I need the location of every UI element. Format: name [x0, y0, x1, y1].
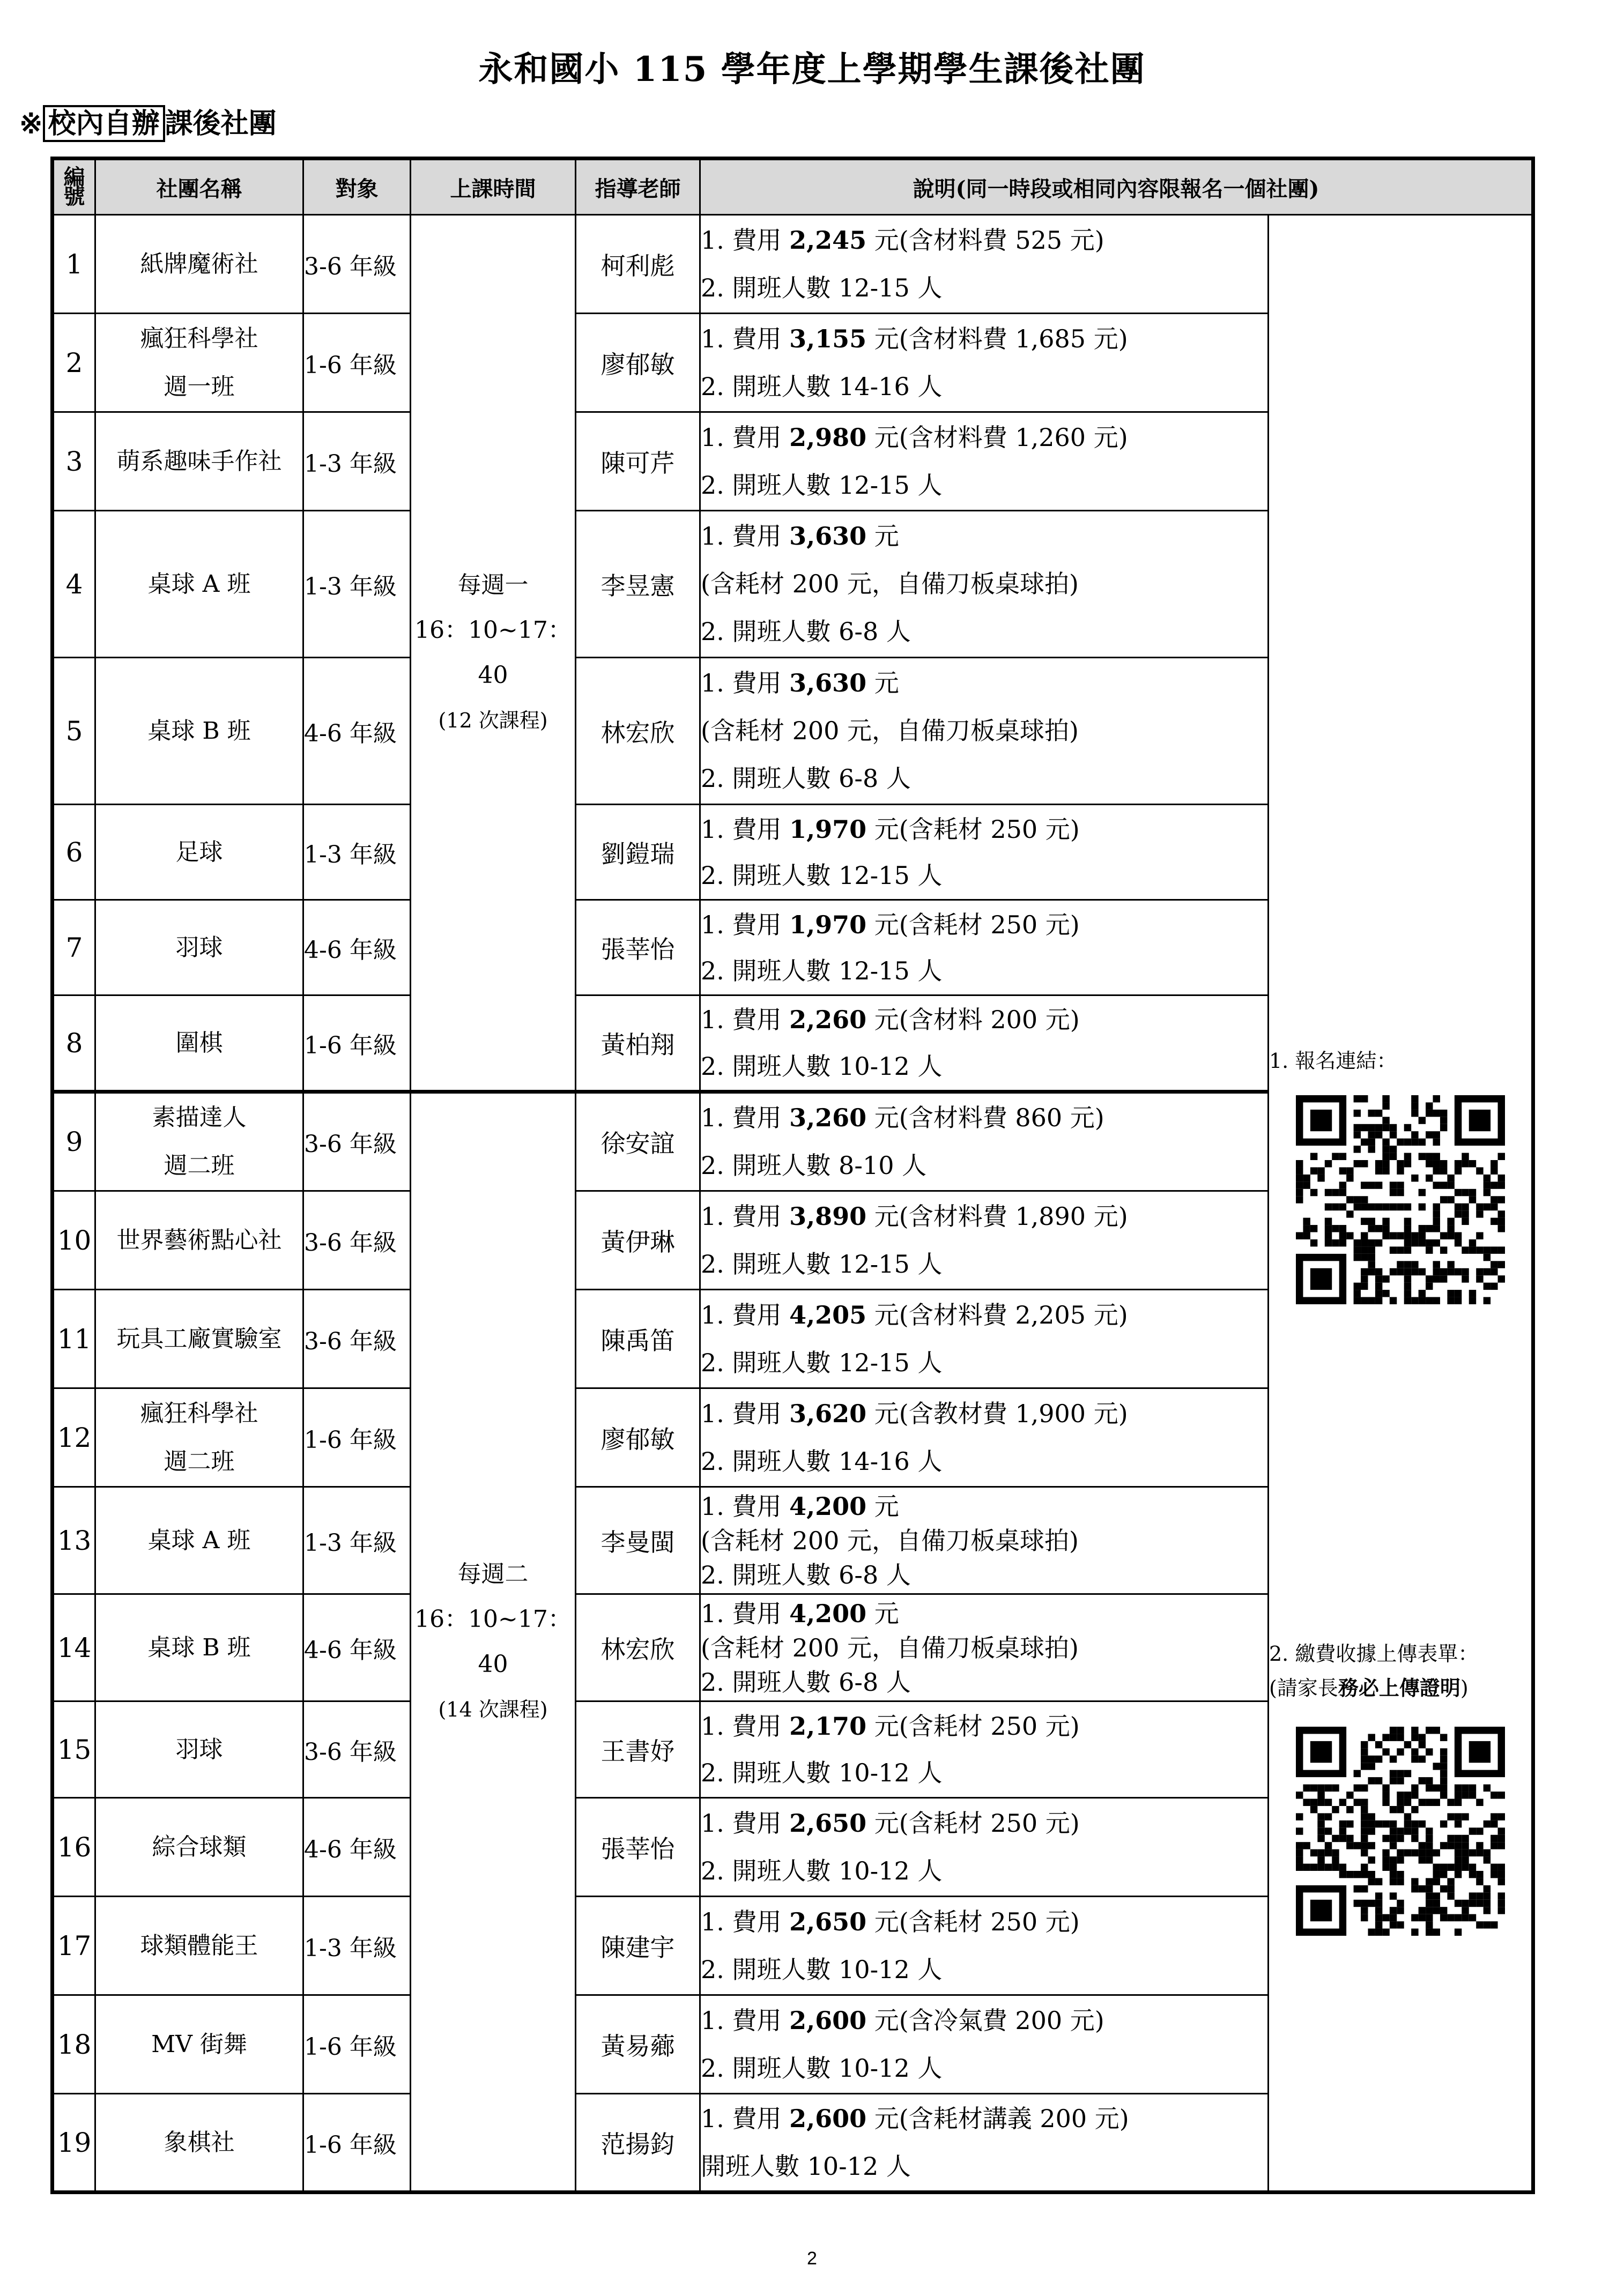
club-description — [700, 1701, 1269, 1798]
teacher-name: 陳可芹 — [576, 412, 700, 511]
club-description — [700, 900, 1269, 995]
description-text: 2. 開班人數 6-8 人 — [701, 1560, 911, 1589]
table-row — [53, 215, 1533, 314]
description-text: 2. 開班人數 10-12 人 — [701, 1051, 943, 1081]
description-text: 元(含材料費 860 元) — [866, 1103, 1104, 1132]
description-line — [701, 217, 1267, 264]
teacher-name: 林宏欣 — [576, 658, 700, 805]
description-text: 2. 開班人數 12-15 人 — [701, 1348, 943, 1377]
header-num-line1: 編 — [63, 165, 85, 190]
grade-range: 4-6 年級 — [303, 658, 411, 805]
description-text: 1. 費用 — [701, 1103, 790, 1132]
description-text: 2. 開班人數 10-12 人 — [701, 1758, 943, 1787]
description-text: 2. 開班人數 14-16 人 — [701, 1446, 943, 1476]
grade-range: 4-6 年級 — [303, 1594, 411, 1701]
header-desc: 說明(同一時段或相同內容限報名一個社團) — [700, 159, 1533, 215]
description-text: 2. 開班人數 12-15 人 — [701, 273, 943, 302]
grade-range: 1-3 年級 — [303, 511, 411, 658]
grade-range: 1-6 年級 — [303, 995, 411, 1092]
club-name — [95, 1701, 303, 1798]
teacher-name: 王書妤 — [576, 1701, 700, 1798]
row-number: 14 — [53, 1594, 95, 1701]
description-line — [701, 462, 1267, 509]
club-description — [700, 805, 1269, 900]
description-text: 1. 費用 — [701, 1711, 790, 1741]
club-name — [95, 995, 303, 1092]
grade-range: 1-6 年級 — [303, 2094, 411, 2193]
description-line — [701, 1339, 1267, 1387]
club-name — [95, 2094, 303, 2193]
row-number: 4 — [53, 511, 95, 658]
row-number: 5 — [53, 658, 95, 805]
description-text: 1. 費用 — [701, 1201, 790, 1231]
upload-note-text: ) — [1460, 1676, 1469, 1700]
table-header-row — [53, 159, 1533, 215]
club-name — [95, 1388, 303, 1487]
club-name-line: 週一班 — [164, 373, 235, 400]
registration-side-panel — [1269, 215, 1533, 2193]
description-text: 元(含耗材 250 元) — [866, 1711, 1080, 1741]
fee-amount: 2,650 — [789, 1808, 867, 1838]
teacher-name: 廖郁敏 — [576, 314, 700, 412]
description-text: 1. 費用 — [701, 324, 790, 353]
club-name — [95, 412, 303, 511]
club-name — [95, 1897, 303, 1995]
description-line — [701, 1142, 1267, 1190]
club-name-line: 週二班 — [164, 1447, 235, 1475]
description-text: 1. 費用 — [701, 1005, 790, 1034]
registration-link-block — [1269, 1044, 1531, 1304]
description-line — [701, 414, 1267, 462]
qr-code-icon[interactable] — [1296, 1727, 1505, 1936]
qr-code-icon[interactable] — [1296, 1095, 1505, 1304]
description-text: 1. 費用 — [701, 1399, 790, 1428]
description-line — [701, 1898, 1267, 1946]
fee-amount: 2,600 — [789, 2005, 867, 2035]
club-name-line: 瘋狂科學社 — [140, 1399, 258, 1427]
fee-amount: 2,260 — [789, 1005, 867, 1034]
club-description — [700, 2094, 1269, 2193]
club-name — [95, 805, 303, 900]
club-description — [700, 1594, 1269, 1701]
club-description — [700, 1388, 1269, 1487]
description-line — [701, 1750, 1267, 1796]
description-line — [701, 1596, 1267, 1631]
grade-range: 3-6 年級 — [303, 1092, 411, 1191]
grade-range: 1-6 年級 — [303, 314, 411, 412]
description-line — [701, 755, 1267, 803]
description-text: 1. 費用 — [701, 2104, 790, 2133]
description-text: 開班人數 10-12 人 — [701, 2151, 911, 2181]
row-number: 19 — [53, 2094, 95, 2193]
description-line — [701, 806, 1267, 852]
description-text: 1. 費用 — [701, 814, 790, 844]
row-number: 16 — [53, 1798, 95, 1897]
teacher-name: 黃伊琳 — [576, 1191, 700, 1290]
description-text: 2. 開班人數 12-15 人 — [701, 860, 943, 890]
grade-range: 1-3 年級 — [303, 412, 411, 511]
description-line — [701, 1665, 1267, 1699]
header-name: 社團名稱 — [95, 159, 303, 215]
club-description — [700, 1995, 1269, 2094]
club-name-line: 圍棋 — [175, 1029, 223, 1057]
club-name-line: 瘋狂科學社 — [140, 324, 258, 352]
upload-note-emphasis: 務必上傳證明 — [1338, 1675, 1460, 1700]
table-body — [53, 215, 1533, 2193]
description-line — [701, 608, 1267, 656]
description-text: 2. 開班人數 6-8 人 — [701, 617, 911, 646]
description-line — [701, 264, 1267, 312]
row-number: 6 — [53, 805, 95, 900]
header-time: 上課時間 — [411, 159, 576, 215]
description-text: 元(含材料費 525 元) — [866, 225, 1104, 255]
club-name-line: 週二班 — [164, 1152, 235, 1179]
grade-range: 1-3 年級 — [303, 1897, 411, 1995]
description-line — [701, 1631, 1267, 1665]
description-line — [701, 1240, 1267, 1288]
club-description — [700, 314, 1269, 412]
description-line — [701, 1094, 1267, 1142]
club-name-line: 桌球 B 班 — [147, 1633, 251, 1661]
reference-mark: ※ — [19, 107, 43, 140]
upload-form-note — [1269, 1671, 1531, 1705]
description-text: 1. 費用 — [701, 2005, 790, 2035]
grade-range: 1-3 年級 — [303, 805, 411, 900]
fee-amount: 4,205 — [789, 1300, 867, 1329]
description-text: 1. 費用 — [701, 422, 790, 452]
club-name — [95, 1995, 303, 2094]
description-text: (含耗材 200 元，自備刀板桌球拍) — [701, 1526, 1079, 1555]
description-line — [701, 852, 1267, 898]
description-text: 2. 開班人數 6-8 人 — [701, 1667, 911, 1697]
description-text: 2. 開班人數 12-15 人 — [701, 470, 943, 500]
teacher-name: 徐安誼 — [576, 1092, 700, 1191]
page-title: 永和國小 115 學年度上學期學生課後社團 — [478, 49, 1146, 90]
description-line — [701, 1800, 1267, 1847]
description-text: 1. 費用 — [701, 1599, 790, 1628]
club-name-line: 羽球 — [175, 933, 223, 961]
description-line — [701, 1390, 1267, 1438]
row-number: 3 — [53, 412, 95, 511]
description-text: 1. 費用 — [701, 668, 790, 697]
description-line — [701, 1291, 1267, 1339]
time-slot-count: (12 次課程) — [438, 708, 548, 732]
subtitle-boxed-text: 校內自辦 — [43, 105, 165, 142]
description-text: 2. 開班人數 6-8 人 — [701, 764, 911, 793]
grade-range: 3-6 年級 — [303, 1290, 411, 1388]
description-text: 1. 費用 — [701, 225, 790, 255]
club-name-line: MV 街舞 — [151, 2030, 247, 2058]
fee-amount: 1,970 — [789, 814, 867, 844]
club-name-line: 羽球 — [175, 1735, 223, 1763]
teacher-name: 黃易薌 — [576, 1995, 700, 2094]
club-description — [700, 215, 1269, 314]
fee-amount: 2,600 — [789, 2104, 867, 2133]
time-slot-hours: 16：10~17：40 — [414, 1606, 572, 1678]
club-name — [95, 215, 303, 314]
club-description — [700, 1092, 1269, 1191]
teacher-name: 黃柏翔 — [576, 995, 700, 1092]
club-description — [700, 412, 1269, 511]
grade-range: 1-6 年級 — [303, 1995, 411, 2094]
description-line — [701, 560, 1267, 608]
description-text: 元(含教材費 1,900 元) — [866, 1399, 1128, 1428]
description-text: 元(含耗材 250 元) — [866, 814, 1080, 844]
fee-amount: 3,630 — [789, 668, 867, 697]
description-text: 元(含耗材講義 200 元) — [866, 2104, 1129, 2133]
club-name-line: 世界藝術點心社 — [116, 1226, 282, 1254]
grade-range: 3-6 年級 — [303, 1701, 411, 1798]
club-name — [95, 1798, 303, 1897]
club-name — [95, 658, 303, 805]
description-text: (含耗材 200 元，自備刀板桌球拍) — [701, 716, 1079, 745]
description-text: 2. 開班人數 10-12 人 — [701, 1955, 943, 1984]
description-line — [701, 1438, 1267, 1485]
row-number: 7 — [53, 900, 95, 995]
club-name — [95, 314, 303, 412]
club-name-line: 萌系趣味手作社 — [116, 447, 282, 475]
club-name — [95, 1191, 303, 1290]
description-line — [701, 1524, 1267, 1558]
time-slot-tuesday — [411, 1092, 576, 2193]
fee-amount: 2,170 — [789, 1711, 867, 1741]
description-text: (含耗材 200 元，自備刀板桌球拍) — [701, 1633, 1079, 1662]
description-text: 2. 開班人數 12-15 人 — [701, 1249, 943, 1279]
teacher-name: 陳建宇 — [576, 1897, 700, 1995]
description-text: 元 — [866, 1599, 899, 1628]
club-name-line: 桌球 A 班 — [147, 1526, 251, 1554]
description-line — [701, 659, 1267, 707]
time-slot-monday — [411, 215, 576, 1092]
description-line — [701, 1489, 1267, 1524]
club-name — [95, 1092, 303, 1191]
description-line — [701, 1703, 1267, 1750]
description-text: 元 — [866, 668, 899, 697]
club-name — [95, 1594, 303, 1701]
description-text: 2. 開班人數 14-16 人 — [701, 371, 943, 401]
club-name-line: 象棋社 — [164, 2128, 235, 2156]
row-number: 10 — [53, 1191, 95, 1290]
club-name — [95, 900, 303, 995]
row-number: 18 — [53, 1995, 95, 2094]
row-number: 1 — [53, 215, 95, 314]
club-table — [50, 157, 1535, 2194]
description-line — [701, 1946, 1267, 1994]
fee-amount: 3,890 — [789, 1201, 867, 1231]
teacher-name: 廖郁敏 — [576, 1388, 700, 1487]
club-description — [700, 1897, 1269, 1995]
description-text: 1. 費用 — [701, 1808, 790, 1838]
description-line — [701, 1043, 1267, 1090]
club-description — [700, 1487, 1269, 1594]
description-line — [701, 315, 1267, 363]
fee-amount: 3,630 — [789, 522, 867, 551]
grade-range: 1-6 年級 — [303, 1388, 411, 1487]
fee-amount: 4,200 — [789, 1491, 867, 1521]
description-text: 1. 費用 — [701, 1907, 790, 1936]
club-name — [95, 1487, 303, 1594]
time-slot-hours: 16：10~17：40 — [414, 616, 572, 689]
description-text: 元(含材料 200 元) — [866, 1005, 1080, 1034]
description-line — [701, 902, 1267, 948]
grade-range: 4-6 年級 — [303, 900, 411, 995]
description-line — [701, 512, 1267, 560]
description-text: 元(含冷氣費 200 元) — [866, 2005, 1104, 2035]
grade-range: 4-6 年級 — [303, 1798, 411, 1897]
description-line — [701, 1193, 1267, 1240]
header-num — [53, 159, 95, 215]
club-description — [700, 658, 1269, 805]
row-number: 12 — [53, 1388, 95, 1487]
description-line — [701, 1847, 1267, 1895]
description-line — [701, 1558, 1267, 1592]
description-text: 元(含耗材 250 元) — [866, 1907, 1080, 1936]
description-line — [701, 997, 1267, 1043]
description-text: 元(含材料費 1,890 元) — [866, 1201, 1128, 1231]
teacher-name: 林宏欣 — [576, 1594, 700, 1701]
club-name-line: 足球 — [175, 838, 223, 866]
teacher-name: 范揚鈞 — [576, 2094, 700, 2193]
row-number: 13 — [53, 1487, 95, 1594]
club-description — [700, 511, 1269, 658]
row-number: 17 — [53, 1897, 95, 1995]
club-description — [700, 1290, 1269, 1388]
club-description — [700, 1798, 1269, 1897]
header-num-line2: 號 — [63, 184, 85, 209]
fee-amount: 1,970 — [789, 910, 867, 939]
page-number: 2 — [807, 2248, 817, 2269]
description-line — [701, 2143, 1267, 2190]
description-text: 1. 費用 — [701, 522, 790, 551]
description-text: 元 — [866, 522, 899, 551]
description-line — [701, 363, 1267, 411]
upload-form-label: 2. 繳費收據上傳表單： — [1269, 1641, 1479, 1666]
time-slot-count: (14 次課程) — [438, 1698, 548, 1721]
club-name-line: 玩具工廠實驗室 — [116, 1325, 282, 1353]
club-description — [700, 1191, 1269, 1290]
description-line — [701, 1997, 1267, 2045]
club-name-line: 桌球 B 班 — [147, 717, 251, 745]
registration-link-label: 1. 報名連結： — [1269, 1049, 1397, 1073]
description-text: 元(含耗材 250 元) — [866, 1808, 1080, 1838]
row-number: 2 — [53, 314, 95, 412]
grade-range: 3-6 年級 — [303, 1191, 411, 1290]
teacher-name: 陳禹笛 — [576, 1290, 700, 1388]
description-text: 元(含材料費 1,685 元) — [866, 324, 1128, 353]
fee-amount: 2,650 — [789, 1907, 867, 1936]
row-number: 15 — [53, 1701, 95, 1798]
description-line — [701, 948, 1267, 994]
description-text: 元(含材料費 2,205 元) — [866, 1300, 1128, 1329]
fee-amount: 3,260 — [789, 1103, 867, 1132]
club-name-line: 球類體能王 — [140, 1931, 258, 1959]
time-slot-day: 每週一 — [457, 571, 529, 599]
section-subtitle — [19, 101, 277, 141]
teacher-name: 柯利彪 — [576, 215, 700, 314]
time-slot-day: 每週二 — [457, 1561, 529, 1588]
club-name — [95, 511, 303, 658]
description-text: 元 — [866, 1491, 899, 1521]
teacher-name: 張莘怡 — [576, 1798, 700, 1897]
club-name-line: 綜合球類 — [152, 1833, 247, 1861]
description-text: 2. 開班人數 10-12 人 — [701, 2053, 943, 2083]
description-text: 1. 費用 — [701, 910, 790, 939]
club-name-line: 紙牌魔術社 — [140, 250, 258, 278]
upload-note-text: (請家長 — [1269, 1676, 1338, 1700]
description-text: 元(含材料費 1,260 元) — [866, 422, 1128, 452]
subtitle-text: 課後社團 — [165, 107, 277, 140]
row-number: 9 — [53, 1092, 95, 1191]
fee-amount: 2,980 — [789, 422, 867, 452]
description-text: (含耗材 200 元，自備刀板桌球拍) — [701, 569, 1079, 598]
upload-form-block — [1269, 1637, 1531, 1936]
row-number: 8 — [53, 995, 95, 1092]
grade-range: 1-3 年級 — [303, 1487, 411, 1594]
description-text: 2. 開班人數 10-12 人 — [701, 1856, 943, 1885]
header-grade: 對象 — [303, 159, 411, 215]
fee-amount: 3,620 — [789, 1399, 867, 1428]
fee-amount: 3,155 — [789, 324, 867, 353]
teacher-name: 劉鎧瑞 — [576, 805, 700, 900]
description-line — [701, 707, 1267, 755]
club-description — [700, 995, 1269, 1092]
grade-range: 3-6 年級 — [303, 215, 411, 314]
club-name-line: 桌球 A 班 — [147, 570, 251, 598]
fee-amount: 4,200 — [789, 1599, 867, 1628]
teacher-name: 李曼閩 — [576, 1487, 700, 1594]
fee-amount: 2,245 — [789, 225, 867, 255]
row-number: 11 — [53, 1290, 95, 1388]
description-text: 元(含耗材 250 元) — [866, 910, 1080, 939]
header-teacher: 指導老師 — [576, 159, 700, 215]
description-line — [701, 2045, 1267, 2092]
description-text: 1. 費用 — [701, 1491, 790, 1521]
club-name-line: 素描達人 — [152, 1104, 247, 1131]
description-text: 2. 開班人數 12-15 人 — [701, 956, 943, 985]
teacher-name: 李昱憲 — [576, 511, 700, 658]
description-text: 2. 開班人數 8-10 人 — [701, 1151, 927, 1180]
club-name — [95, 1290, 303, 1388]
teacher-name: 張莘怡 — [576, 900, 700, 995]
description-line — [701, 2095, 1267, 2143]
description-text: 1. 費用 — [701, 1300, 790, 1329]
